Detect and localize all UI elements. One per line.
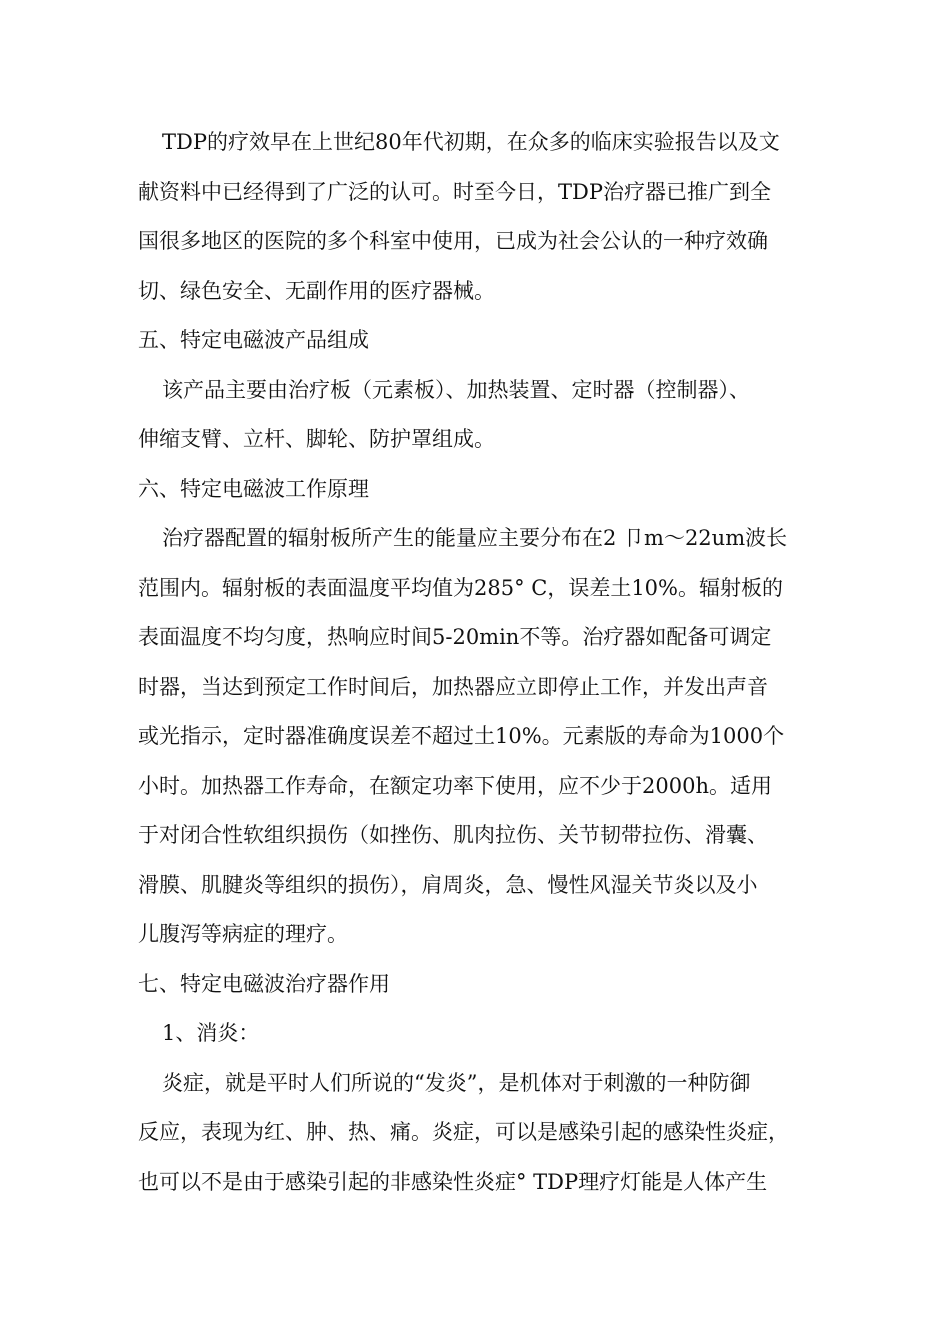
document-body <box>138 118 818 1207</box>
section-heading: 七、特定电磁波治疗器作用 <box>138 971 390 996</box>
paragraph-line: 切、绿色安全、无副作用的医疗器械。 <box>138 278 495 303</box>
paragraph-line: 滑膜、肌腱炎等组织的损伤），肩周炎，急、慢性风湿关节炎以及小 <box>138 872 758 897</box>
paragraph-line: 小时。加热器工作寿命，在额定功率下使用，应不少于2000h。适用 <box>138 773 772 798</box>
paragraph-line: 于对闭合性软组织损伤（如挫伤、肌肉拉伤、关节韧带拉伤、滑囊、 <box>138 823 768 847</box>
section-heading: 五、特定电磁波产品组成 <box>138 328 369 352</box>
paragraph-line: 反应，表现为红、肿、热、痛。炎症，可以是感染引起的感染性炎症， <box>138 1120 789 1144</box>
paragraph-line: 伸缩支臂、立杆、脚轮、防护罩组成。 <box>138 427 495 451</box>
paragraph-line: 该产品主要由治疗板（元素板）、加热装置、定时器（控制器）、 <box>162 377 750 402</box>
paragraph-line: 国很多地区的医院的多个科室中使用，已成为社会公认的一种疗效确 <box>138 229 768 253</box>
paragraph-line: 范围内。辐射板的表面温度平均值为285° C，误差土10%。辐射板的 <box>138 575 783 600</box>
paragraph-line: 炎症，就是平时人们所说的“发炎”，是机体对于刺激的一种防御 <box>162 1070 751 1095</box>
paragraph-line: 表面温度不均匀度，热响应时间5-20min不等。治疗器如配备可调定 <box>138 625 772 649</box>
section-heading: 六、特定电磁波工作原理 <box>138 476 369 501</box>
subsection-heading: 1、消炎： <box>162 1021 260 1045</box>
paragraph-line: 治疗器配置的辐射板所产生的能量应主要分布在2 卩m〜22um波长 <box>162 526 788 550</box>
paragraph-line: TDP的疗效早在上世纪80年代初期，在众多的临床实验报告以及文 <box>162 130 780 154</box>
paragraph-line: 献资料中已经得到了广泛的认可。时至今日，TDP治疗器已推广到全 <box>138 179 771 204</box>
paragraph-line: 也可以不是由于感染引起的非感染性炎症° TDP理疗灯能是人体产生 <box>138 1169 768 1194</box>
paragraph-line: 儿腹泻等病症的理疗。 <box>138 922 348 946</box>
paragraph-line: 时器，当达到预定工作时间后，加热器应立即停止工作，并发出声音 <box>138 674 768 699</box>
paragraph-line: 或光指示，定时器准确度误差不超过土10%。元素版的寿命为1000个 <box>138 724 785 748</box>
